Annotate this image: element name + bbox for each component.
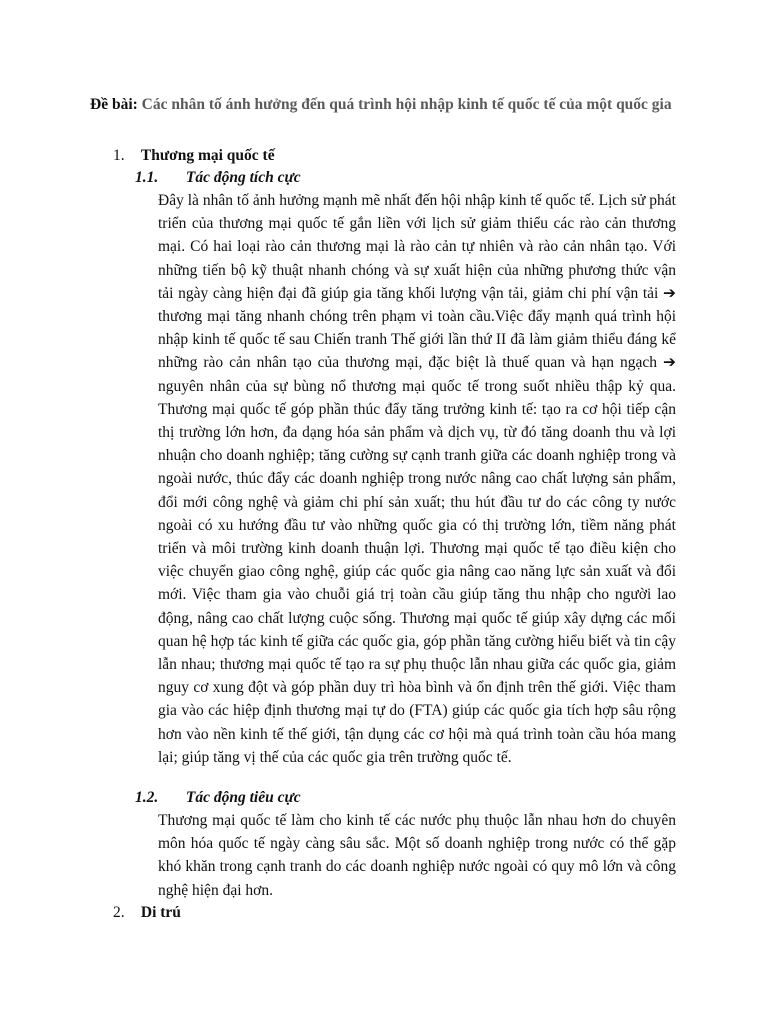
subsection-1-2-paragraph: Thương mại quốc tế làm cho kinh tế các nước phụ thuộc lẫn nhau hơn do chuyên môn hóa quốc tế ngày càng sâu sắc. Một số doanh nghiệp trong nước có thể gặp khó khăn trong cạnh tranh do các doanh nghiệp nước ngoài có quy mô lớn và công nghệ hiện đại hơn. xyxy=(158,812,676,899)
subsection-1-1-number: 1.1. xyxy=(135,169,159,186)
subsection-1-1-title: Tác động tích cực xyxy=(185,169,301,186)
title-text: Các nhân tố ánh hưởng đến quá trình hội nhập kinh tế quốc tế của một quốc gia xyxy=(141,96,672,113)
subsection-1-2-heading xyxy=(135,786,301,809)
subsection-1-2-title: Tác động tiêu cực xyxy=(185,789,301,806)
subsection-1-2-number: 1.2. xyxy=(135,789,159,806)
section-2-heading xyxy=(113,901,181,924)
subsection-1-1-heading xyxy=(135,166,301,189)
section-1-heading xyxy=(113,144,275,167)
title-label: Đề bài: xyxy=(90,96,138,113)
document-title xyxy=(90,93,690,116)
section-1-title: Thương mại quốc tế xyxy=(140,147,275,164)
section-2-title: Di trú xyxy=(140,904,181,921)
section-1-number: 1. xyxy=(113,147,125,164)
subsection-1-1-paragraph: Đây là nhân tố ảnh hưởng mạnh mẽ nhất đến hội nhập kinh tế quốc tế. Lịch sử phát triển của thương mại quốc tế gắn liền với lịch sử giảm thiểu các rào cản thương mại. Có hai loại rào cản thương mại là rào cản tự nhiên và rào cản nhân tạo. Với những tiến bộ kỹ thuật nhanh chóng và sự xuất hiện của những phương thức vận tải ngày càng hiện đại đã giúp gia tăng khối lượng vận tải, giảm chi phí vận tải ➔ thương mại tăng nhanh chóng trên phạm vi toàn cầu.Việc đẩy mạnh quá trình hội nhập kinh tế quốc tế sau Chiến tranh Thế giới lần thứ II đã làm giảm thiểu đáng kể những rào cản nhân tạo của thương mại, đặc biệt là thuế quan và hạn ngạch ➔ nguyên nhân của sự bùng nổ thương mại quốc tế trong suốt nhiều thập kỷ qua. Thương mại quốc tế góp phần thúc đẩy tăng trưởng kinh tế: tạo ra cơ hội tiếp cận thị trường lớn hơn, đa dạng hóa sản phẩm và dịch vụ, từ đó tăng doanh thu và lợi nhuận cho doanh nghiệp; tăng cường sự cạnh tranh giữa các doanh nghiệp trong và ngoài nước, thúc đẩy các doanh nghiệp trong nước nâng cao chất lượng sản phẩm, đổi mới công nghệ và giảm chi phí sản xuất; thu hút đầu tư do các công ty nước ngoài có xu hướng đầu tư vào những quốc gia có thị trường lớn, tiềm năng phát triển và môi trường kinh doanh thuận lợi. Thương mại quốc tế tạo điều kiện cho việc chuyển giao công nghệ, giúp các quốc gia nâng cao năng lực sản xuất và đổi mới. Việc tham gia vào chuỗi giá trị toàn cầu giúp tăng thu nhập cho người lao động, nâng cao chất lượng cuộc sống. Thương mại quốc tế giúp xây dựng các mối quan hệ hợp tác kinh tế giữa các quốc gia, góp phần tăng cường hiểu biết và tin cậy lẫn nhau; thương mại quốc tế tạo ra sự phụ thuộc lẫn nhau giữa các quốc gia, giảm nguy cơ xung đột và góp phần duy trì hòa bình và ổn định trên thế giới. Việc tham gia vào các hiệp định thương mại tự do (FTA) giúp các quốc gia tích hợp sâu rộng hơn vào nền kinh tế thế giới, tận dụng các cơ hội mà quá trình toàn cầu hóa mang lại; giúp tăng vị thế của các quốc gia trên trường quốc tế. xyxy=(158,192,676,766)
section-2-number: 2. xyxy=(113,904,125,921)
